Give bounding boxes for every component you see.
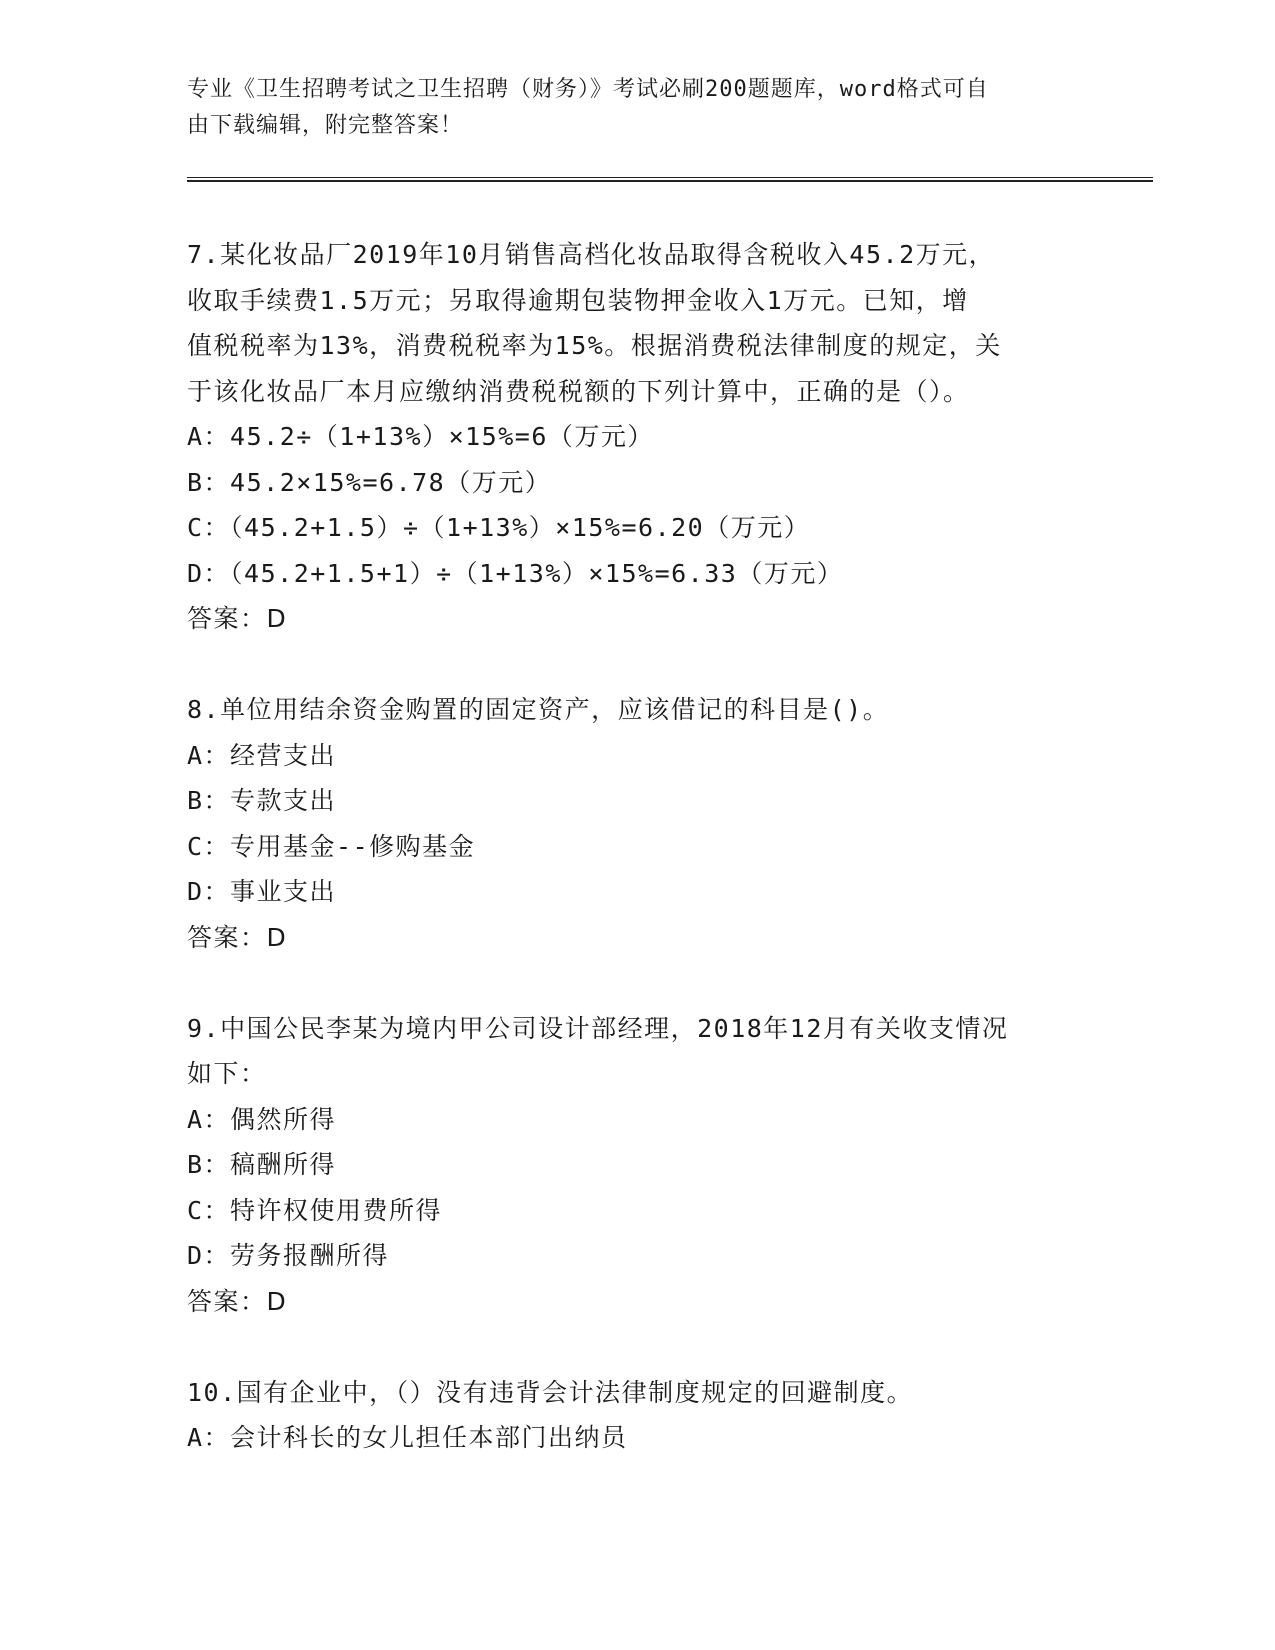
answer-line: 答案：D (187, 604, 288, 633)
option-d: D：事业支出 (187, 877, 337, 906)
option-b: B：稿酬所得 (187, 1150, 337, 1179)
question-stem-line: 收取手续费1.5万元；另取得逾期包装物押金收入1万元。已知，增 (187, 285, 969, 315)
question-9 (187, 1006, 1087, 1325)
header-divider (187, 177, 1153, 182)
option-a: A：会计科长的女儿担任本部门出纳员 (187, 1423, 628, 1452)
question-7 (187, 232, 1087, 642)
answer-line: 答案：D (187, 1286, 288, 1316)
question-10 (187, 1370, 1087, 1461)
question-stem-line: 值税税率为13%，消费税税率为15%。根据消费税法律制度的规定，关 (187, 331, 1002, 360)
option-a: A：经营支出 (187, 740, 337, 770)
question-stem-line: 如下： (187, 1059, 267, 1088)
option-b: B：45.2×15%=6.78（万元） (187, 467, 552, 497)
option-b: B：专款支出 (187, 786, 337, 815)
answer-line: 答案：D (187, 922, 288, 952)
option-d: D：（45.2+1.5+1）÷（1+13%）×15%=6.33（万元） (187, 558, 844, 588)
question-stem-line: 8.单位用结余资金购置的固定资产，应该借记的科目是()。 (187, 695, 890, 724)
question-stem-line: 10.国有企业中，（）没有违背会计法律制度规定的回避制度。 (187, 1377, 914, 1407)
option-c: C：（45.2+1.5）÷（1+13%）×15%=6.20（万元） (187, 513, 811, 542)
option-c: C：专用基金--修购基金 (187, 831, 476, 861)
question-stem-line: 于该化妆品厂本月应缴纳消费税税额的下列计算中，正确的是（）。 (187, 376, 970, 406)
option-a: A：45.2÷（1+13%）×15%=6（万元） (187, 422, 654, 451)
intro-line: 专业《卫生招聘考试之卫生招聘（财务）》考试必刷200题题库，word格式可自 (187, 77, 989, 102)
document-intro (187, 72, 1087, 144)
option-a: A：偶然所得 (187, 1104, 337, 1134)
question-stem-line: 7.某化妆品厂2019年10月销售高档化妆品取得含税收入45.2万元， (187, 240, 996, 269)
question-8 (187, 687, 1087, 960)
option-c: C：特许权使用费所得 (187, 1195, 443, 1225)
question-list (187, 232, 1087, 1461)
option-d: D：劳务报酬所得 (187, 1241, 390, 1270)
intro-line: 由下载编辑，附完整答案！ (187, 113, 464, 138)
question-stem-line: 9.中国公民李某为境内甲公司设计部经理，2018年12月有关收支情况 (187, 1013, 1009, 1043)
